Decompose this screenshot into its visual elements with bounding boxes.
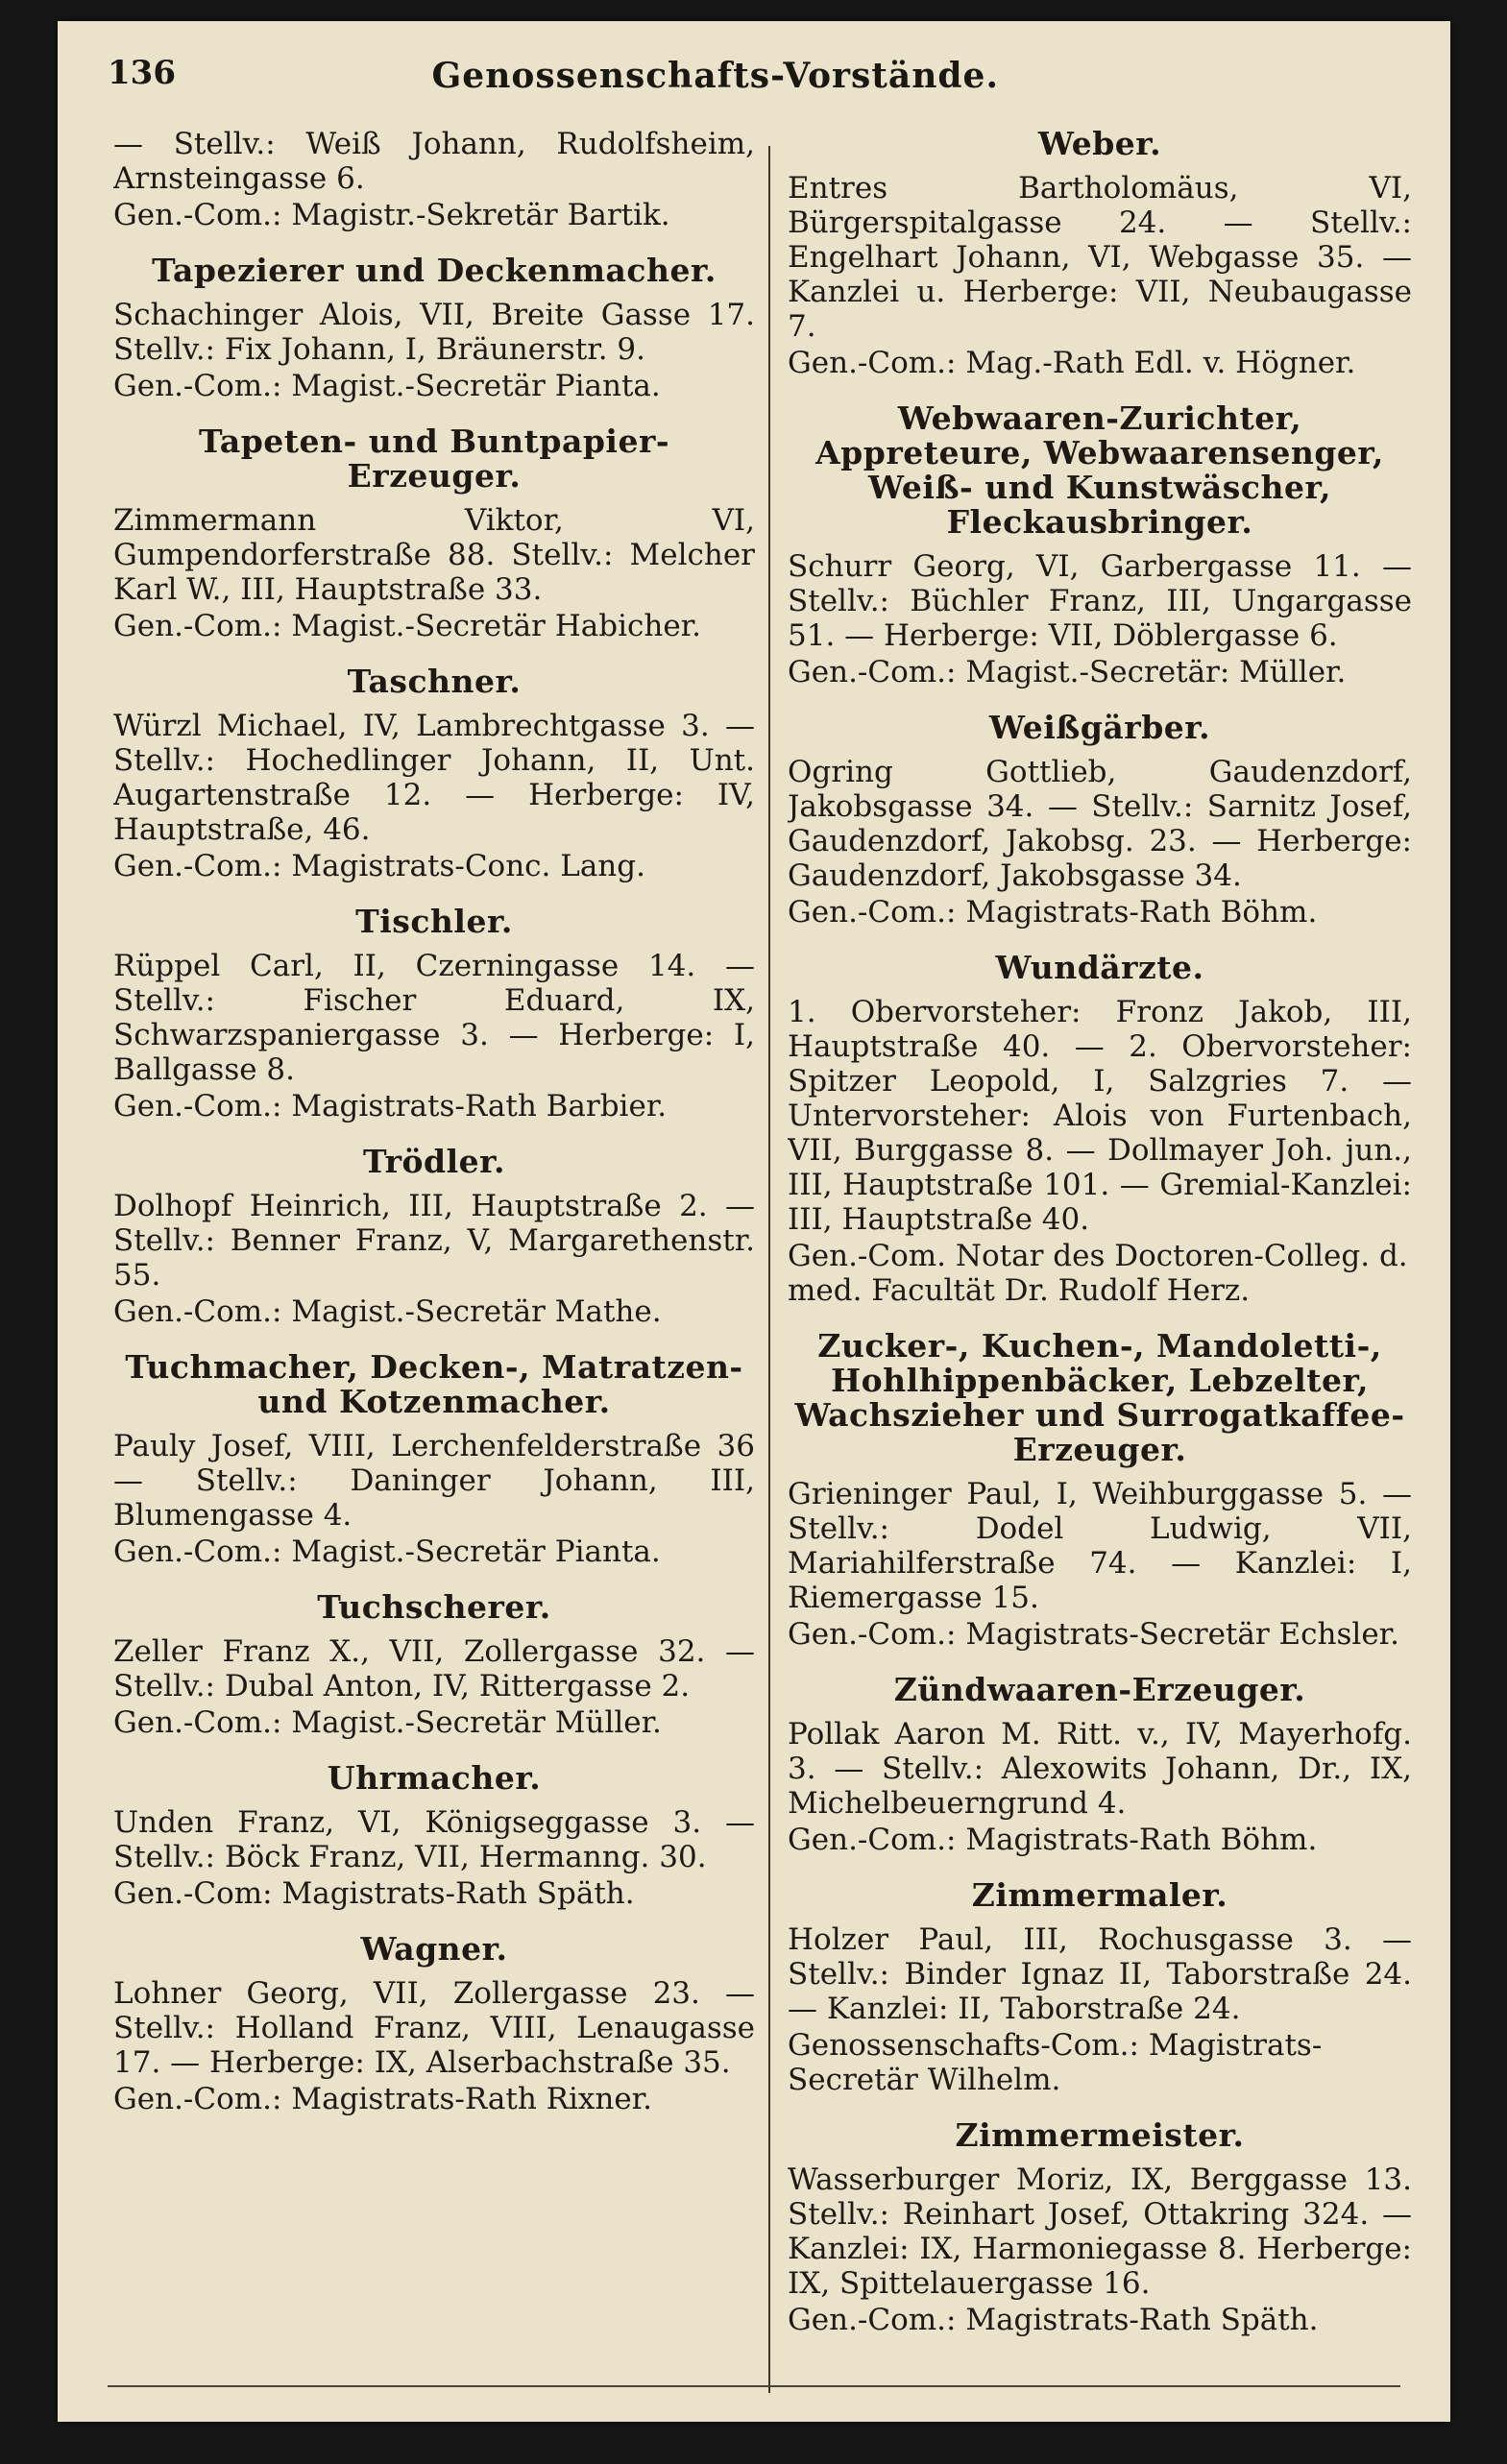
section-entry: Rüppel Carl, II, Czerningasse 14. — Stellv.: Fischer Eduard, IX, Schwarzspaniergasse 3. — Herberge: I, Ballgasse 8. — [113, 949, 755, 1087]
section-title: Uhrmacher. — [327, 1759, 542, 1797]
section-commissioner: Gen.-Com.: Magist.-Secretär Habicher. — [113, 609, 701, 643]
section-tapeten — [113, 424, 755, 643]
section-entry: Ogring Gottlieb, Gaudenzdorf, Jakobsgasse 34. — Stellv.: Sarnitz Josef, Gaudenzdorf, Jakobsg. 23. — Herberge: Gaudenzdorf, Jakobsgasse 34. — [788, 755, 1412, 893]
section-commissioner: Genossenschafts-Com.: Magistrats-Secretär Wilhelm. — [788, 2028, 1323, 2097]
section-tischler — [113, 905, 755, 1123]
section-entry: Pauly Josef, VIII, Lerchenfelderstraße 36 — Stellv.: Daninger Johann, III, Blumengasse 4. — [113, 1429, 755, 1533]
section-title: Zündwaaren-Erzeuger. — [893, 1671, 1306, 1708]
section-commissioner: Gen.-Com: Magistrats-Rath Späth. — [113, 1876, 635, 1911]
section-uhrmacher — [113, 1761, 755, 1911]
section-title: Wundärzte. — [995, 949, 1204, 986]
section-entry: Pollak Aaron M. Ritt. v., IV, Mayerhofg. 3. — Stellv.: Alexowits Johann, Dr., IX, Michelbeuerngrund 4. — [788, 1717, 1412, 1821]
section-title: Zimmermeister. — [955, 2116, 1245, 2154]
section-weissgaerber — [788, 711, 1412, 930]
running-title: Genossenschafts-Vorstände. — [431, 56, 999, 96]
section-title: Weißgärber. — [988, 709, 1211, 746]
section-entry: Zeller Franz X., VII, Zollergasse 32. — Stellv.: Dubal Anton, IV, Rittergasse 2. — [113, 1634, 755, 1703]
section-zimmermeister — [788, 2118, 1412, 2337]
section-title: Zucker-, Kuchen-, Mandoletti-, Hohlhippenbäcker, Lebzelter, Wachszieher und Surrogatkaffee-Erzeuger. — [794, 1327, 1405, 1468]
section-title: Tapeten- und Buntpapier-Erzeuger. — [198, 423, 670, 495]
section-entry: Unden Franz, VI, Königseggasse 3. — Stellv.: Böck Franz, VII, Hermanng. 30. — [113, 1805, 755, 1874]
section-entry: 1. Obervorsteher: Fronz Jakob, III, Hauptstraße 40. — 2. Obervorsteher: Spitzer Leopold, I, Salzgries 7. — Untervorsteher: Alois von Furtenbach, VII, Burggasse 8. — Dollmayer Joh. jun., III, Hauptstraße 101. — Gremial-Kanzlei: III, Hauptstraße 40. — [788, 995, 1412, 1237]
section-entry: Zimmermann Viktor, VI, Gumpendorferstraße 88. Stellv.: Melcher Karl W., III, Hauptstraße 33. — [113, 503, 755, 607]
section-commissioner: Gen.-Com.: Magist.-Secretär Pianta. — [113, 1534, 661, 1569]
page-header — [58, 21, 1450, 108]
section-title: Tischler. — [355, 903, 513, 940]
section-commissioner: Gen.-Com.: Magistrats-Rath Böhm. — [788, 1823, 1318, 1857]
section-commissioner: Gen.-Com. Notar des Doctoren-Colleg. d. med. Facultät Dr. Rudolf Herz. — [788, 1239, 1408, 1308]
section-troedler — [113, 1145, 755, 1329]
section-title: Tapezierer und Deckenmacher. — [152, 252, 717, 289]
section-commissioner: Gen.-Com.: Magist.-Secretär: Müller. — [788, 655, 1347, 689]
section-commissioner: Gen.-Com.: Mag.-Rath Edl. v. Högner. — [788, 346, 1356, 380]
section-entry: Entres Bartholomäus, VI, Bürgerspitalgasse 24. — Stellv.: Engelhart Johann, VI, Webgasse 35. — Kanzlei u. Herberge: VII, Neubaugasse 7. — [788, 171, 1412, 344]
section-entry: Grieninger Paul, I, Weihburggasse 5. — Stellv.: Dodel Ludwig, VII, Mariahilferstraße 74. — Kanzlei: I, Riemergasse 15. — [788, 1477, 1412, 1615]
section-tuchmacher — [113, 1350, 755, 1569]
right-column — [788, 127, 1412, 2393]
section-commissioner: Gen.-Com.: Magistrats-Rath Böhm. — [788, 895, 1318, 930]
section-title: Zimmermaler. — [971, 1876, 1228, 1914]
section-commissioner: Gen.-Com.: Magistrats-Secretär Echsler. — [788, 1617, 1399, 1652]
section-commissioner: Gen.-Com.: Magistrats-Conc. Lang. — [113, 849, 645, 883]
section-title: Tuchscherer. — [317, 1588, 551, 1626]
page-number: 136 — [108, 54, 176, 92]
bottom-rule — [108, 2385, 1400, 2387]
book-page — [58, 21, 1450, 2422]
section-weber — [788, 127, 1412, 380]
section-title: Weber. — [1037, 127, 1162, 162]
section-commissioner: Gen.-Com.: Magist.-Secretär Müller. — [113, 1705, 662, 1740]
section-zuendwaaren — [788, 1673, 1412, 1857]
section-commissioner: Gen.-Com.: Magist.-Secretär Pianta. — [113, 369, 661, 403]
section-title: Webwaaren-Zurichter, Appreteure, Webwaarensenger, Weiß- und Kunstwäscher, Fleckausbringer. — [815, 399, 1384, 541]
section-commissioner: Gen.-Com.: Magistrats-Rath Rixner. — [113, 2082, 652, 2116]
column-divider — [768, 146, 770, 2393]
section-entry: Schurr Georg, VI, Garbergasse 11. — Stellv.: Büchler Franz, III, Ungargasse 51. — Herberge: VII, Döblergasse 6. — [788, 549, 1412, 653]
section-commissioner: Gen.-Com.: Magist.-Secretär Mathe. — [113, 1294, 662, 1329]
section-entry: Wasserburger Moriz, IX, Berggasse 13. Stellv.: Reinhart Josef, Ottakring 324. — Kanzlei: IX, Harmoniegasse 8. Herberge: IX, Spittelauergasse 16. — [788, 2162, 1412, 2301]
section-commissioner: Gen.-Com.: Magistrats-Rath Barbier. — [113, 1089, 668, 1123]
section-title: Wagner. — [360, 1930, 508, 1968]
section-webwaaren — [788, 401, 1412, 689]
section-zimmermaler — [788, 1878, 1412, 2097]
section-title: Trödler. — [362, 1143, 505, 1180]
section-zucker — [788, 1329, 1412, 1652]
section-continuation — [113, 127, 755, 232]
section-entry: Schachinger Alois, VII, Breite Gasse 17. Stellv.: Fix Johann, I, Bräunerstr. 9. — [113, 298, 755, 367]
section-tapezierer — [113, 254, 755, 403]
section-wagner — [113, 1932, 755, 2116]
section-entry: Lohner Georg, VII, Zollergasse 23. — Stellv.: Holland Franz, VIII, Lenaugasse 17. — Herberge: IX, Alserbachstraße 35. — [113, 1976, 755, 2080]
section-title: Tuchmacher, Decken-, Matratzen- und Kotzenmacher. — [125, 1348, 743, 1420]
section-wundaerzte — [788, 951, 1412, 1308]
section-commissioner: Gen.-Com.: Magistrats-Rath Späth. — [788, 2303, 1319, 2337]
section-entry: Dolhopf Heinrich, III, Hauptstraße 2. — Stellv.: Benner Franz, V, Margarethenstr. 55. — [113, 1189, 755, 1292]
section-commissioner: Gen.-Com.: Magistr.-Sekretär Bartik. — [113, 198, 670, 232]
section-title: Taschner. — [347, 663, 522, 700]
section-entry: Holzer Paul, III, Rochusgasse 3. — Stellv.: Binder Ignaz II, Taborstraße 24. — Kanzlei: II, Taborstraße 24. — [788, 1922, 1412, 2026]
section-taschner — [113, 664, 755, 883]
section-entry: Würzl Michael, IV, Lambrechtgasse 3. — Stellv.: Hochedlinger Johann, II, Unt. Augartenstraße 12. — Herberge: IV, Hauptstraße, 46. — [113, 709, 755, 847]
section-entry: — Stellv.: Weiß Johann, Rudolfsheim, Arnsteingasse 6. — [113, 127, 755, 196]
left-column — [113, 127, 755, 2393]
section-tuchscherer — [113, 1590, 755, 1740]
